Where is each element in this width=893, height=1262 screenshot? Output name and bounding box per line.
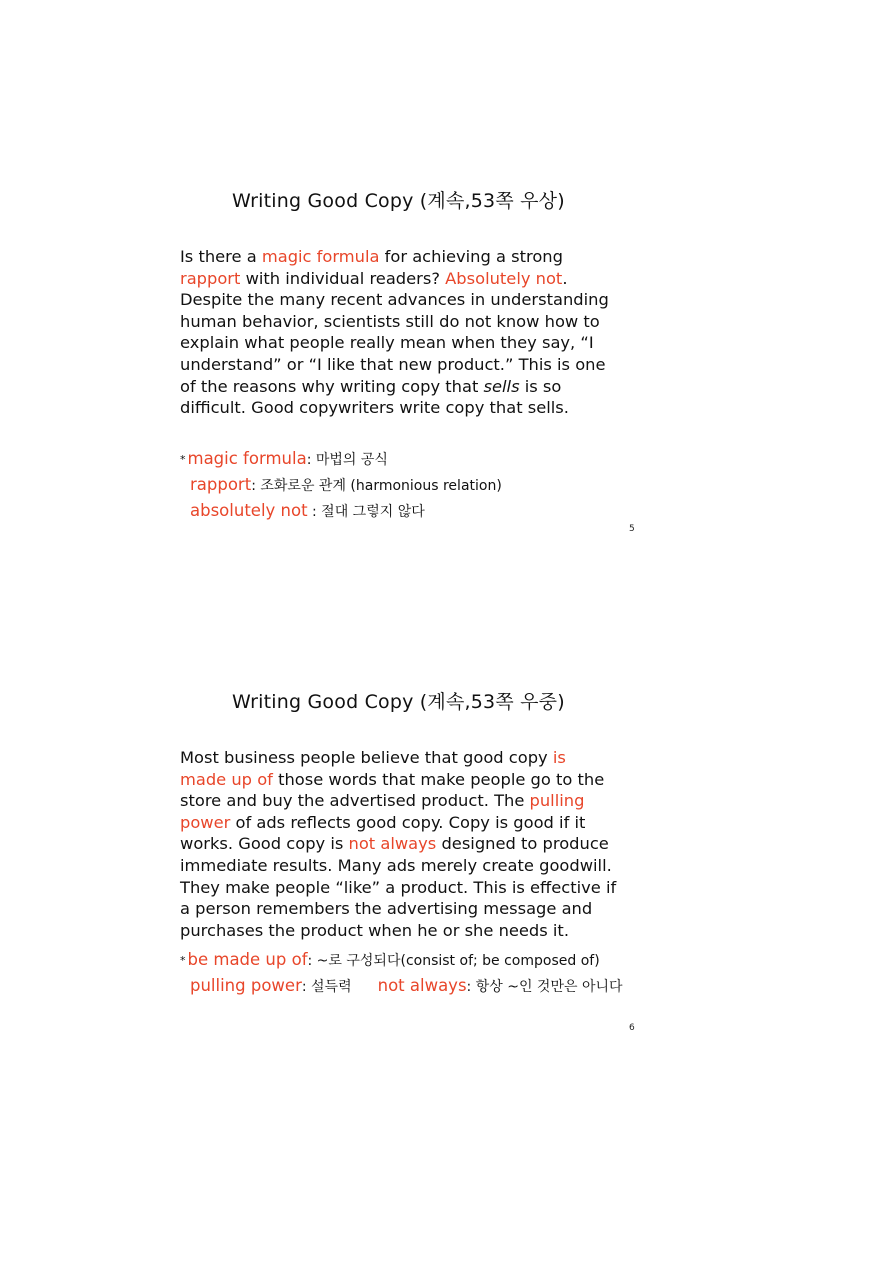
text-segment: human behavior, scientists still do not know how to	[180, 311, 600, 331]
note-definition: : 항상 ~인 것만은 아니다	[466, 979, 623, 995]
note-term: rapport	[190, 475, 252, 494]
body-line	[180, 246, 640, 268]
page-number: 5	[629, 524, 635, 534]
text-segment: difficult. Good copywriters write copy that sells.	[180, 398, 569, 418]
text-segment: immediate results. Many ads merely create goodwill.	[180, 855, 612, 875]
note-term: pulling power	[190, 976, 302, 995]
highlighted-term: not always	[348, 834, 437, 854]
body-paragraph	[180, 747, 640, 941]
note-item	[180, 498, 502, 524]
vocabulary-notes	[180, 947, 623, 999]
text-segment: purchases the product when he or she needs it.	[180, 920, 569, 940]
body-line	[180, 354, 640, 376]
text-segment: Most business people believe that good copy	[180, 748, 553, 767]
body-line	[180, 898, 640, 920]
text-segment: those words that make people go to the	[272, 769, 605, 789]
note-term: absolutely not	[190, 501, 308, 520]
highlighted-term: power	[180, 812, 231, 832]
highlighted-term: magic formula	[261, 247, 380, 266]
slide-title: Writing Good Copy (계속,53쪽 우상)	[232, 190, 565, 212]
body-line	[180, 289, 640, 311]
body-line	[180, 376, 640, 398]
body-line	[180, 268, 640, 290]
text-segment: explain what people really mean when they say, “I	[180, 333, 594, 353]
highlighted-term: made up of	[180, 769, 273, 789]
note-term: be made up of	[187, 950, 308, 969]
body-line	[180, 877, 640, 899]
text-segment: works. Good copy is	[180, 834, 349, 854]
text-segment: of the reasons why writing copy that	[180, 376, 484, 396]
body-paragraph	[180, 246, 640, 419]
highlighted-term: Absolutely not	[445, 268, 563, 288]
body-line	[180, 855, 640, 877]
text-segment: Is there a	[180, 247, 262, 266]
note-definition: : 조화로운 관계 (harmonious relation)	[251, 478, 502, 494]
body-line	[180, 332, 640, 354]
emphasized-text: sells	[483, 376, 520, 396]
text-segment: Despite the many recent advances in understanding	[180, 290, 609, 310]
text-segment: understand” or “I like that new product.” This is one	[180, 354, 606, 374]
body-line	[180, 790, 640, 812]
bullet-icon: *	[180, 954, 186, 967]
body-line	[180, 747, 640, 769]
text-segment: store and buy the advertised product. The	[180, 791, 530, 811]
body-line	[180, 812, 640, 834]
text-segment: designed to produce	[436, 834, 609, 854]
slide-2	[0, 631, 893, 1262]
highlighted-term: rapport	[180, 268, 241, 288]
text-segment: with individual readers?	[240, 268, 446, 288]
note-definition: : ~로 구성되다(consist of; be composed of)	[307, 953, 600, 969]
note-item	[180, 446, 502, 472]
text-segment: .	[562, 268, 568, 288]
note-item	[180, 472, 502, 498]
highlighted-term: pulling	[529, 791, 585, 811]
note-definition: : 절대 그렇지 않다	[307, 504, 425, 520]
text-segment: They make people “like” a product. This is effective if	[180, 877, 617, 897]
note-item	[180, 947, 623, 973]
slide-title: Writing Good Copy (계속,53쪽 우중)	[232, 691, 565, 713]
bullet-icon: *	[180, 453, 186, 466]
page-number: 6	[629, 1023, 635, 1033]
note-definition: : 설득력	[301, 979, 352, 995]
text-segment: for achieving a strong	[379, 247, 563, 266]
highlighted-term: is	[552, 748, 566, 767]
vocabulary-notes	[180, 446, 502, 524]
body-line	[180, 920, 640, 942]
text-segment: a person remembers the advertising message and	[180, 899, 593, 919]
body-line	[180, 769, 640, 791]
note-definition: : 마법의 공식	[306, 452, 388, 468]
text-segment: of ads reflects good copy. Copy is good if it	[230, 812, 586, 832]
note-item	[180, 973, 623, 999]
note-term: not always	[377, 976, 467, 995]
text-segment: is so	[519, 376, 562, 396]
body-line	[180, 311, 640, 333]
body-line	[180, 833, 640, 855]
note-term: magic formula	[187, 449, 307, 468]
body-line	[180, 397, 640, 419]
